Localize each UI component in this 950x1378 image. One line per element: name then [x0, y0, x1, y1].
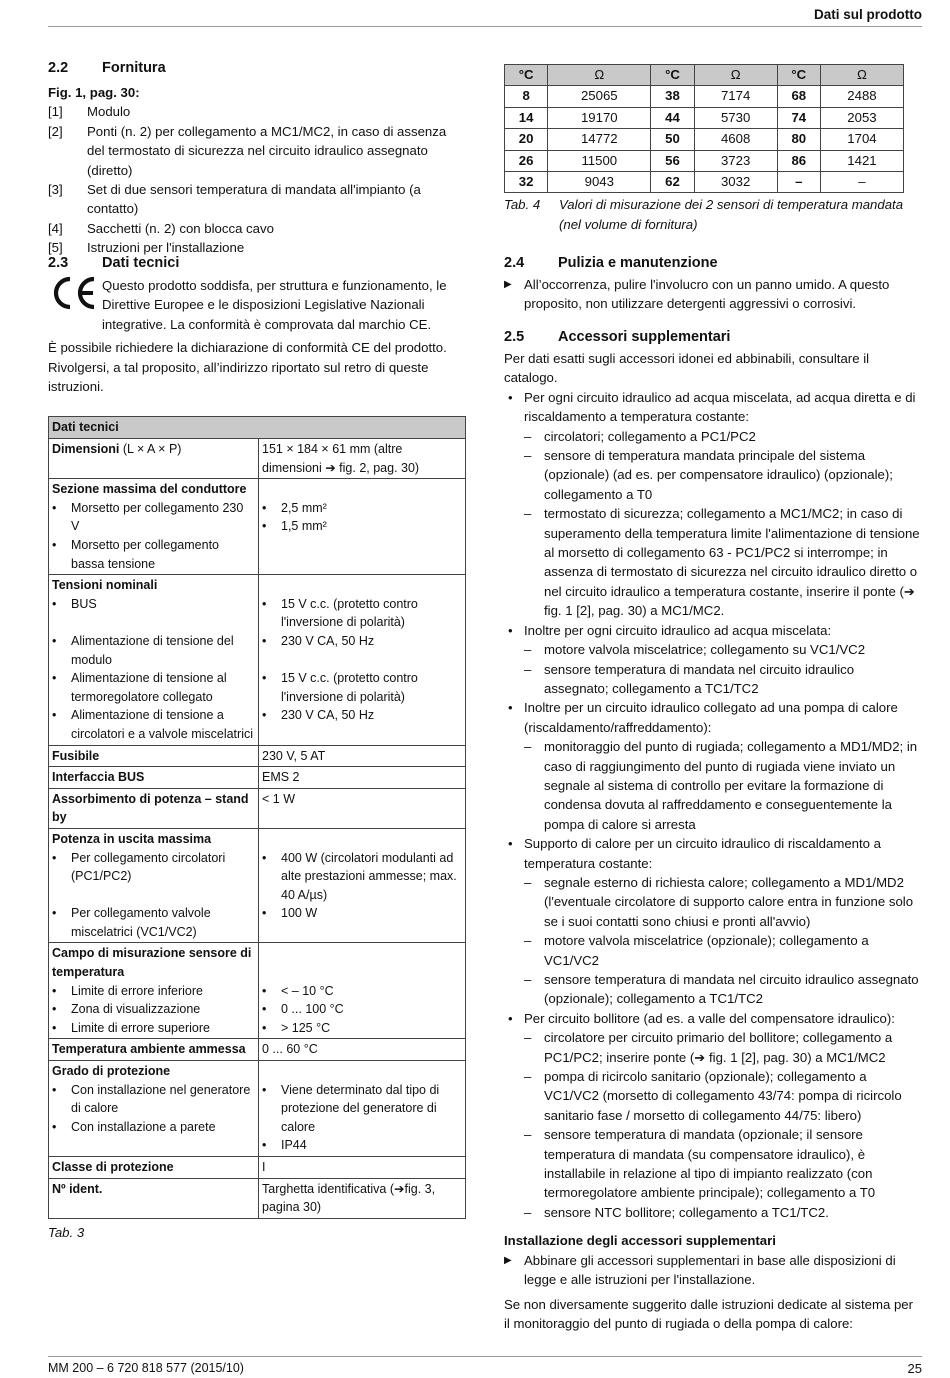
table-row — [49, 943, 466, 1039]
table-cell: 26 — [505, 150, 548, 171]
list-item — [48, 180, 466, 219]
caption-label: Tab. 4 — [504, 197, 541, 213]
table-cell — [49, 575, 259, 745]
row-label: • Alimentazione di tensione al termoregolatore collegato — [52, 669, 255, 706]
table-cell: 9043 — [548, 172, 651, 193]
item-text: Inoltre per ogni circuito idraulico ad acqua miscelata: — [524, 622, 832, 638]
list-item — [48, 122, 466, 180]
table-cell — [259, 575, 466, 745]
table-cell: I — [259, 1157, 466, 1179]
table-row — [49, 1178, 466, 1218]
column-header: °C — [651, 65, 694, 86]
row-label: • Zona di visualizzazione — [52, 1000, 255, 1019]
table-cell: 5730 — [694, 107, 777, 128]
table-row — [505, 86, 904, 107]
table-cell — [49, 439, 259, 479]
section-title — [48, 253, 466, 273]
row-label: • Limite di errore inferiore — [52, 982, 255, 1001]
sub-list — [524, 640, 922, 698]
row-label: Classe di protezione — [52, 1160, 174, 1175]
list-item — [48, 219, 466, 238]
sub-item: – sensore temperatura di mandata nel circuito idraulico assegnato (opzionale); collegamento a TC1/TC2 — [524, 970, 922, 1009]
declaration-paragraph: È possibile richiedere la dichiarazione di conformità CE del prodotto. Rivolgersi, a tal proposito, all’indirizzo riportato sul retro di queste istruzioni. — [48, 340, 447, 395]
header-title: Dati sul prodotto — [814, 7, 922, 22]
sub-item: – termostato di sicurezza; collegamento a MC1/MC2; in caso di superamento della temperatura limite l'alimentazione di tensione al morsetto di collegamento 63 - PC1/PC2 si interrompe; in assenza di termostato di sicurezza nel circuito idraulico diretto o nel circuito idraulico a temperatura costante, inserire il ponte (➔ fig. 1 [2], pag. 30) a MC1/MC2. — [524, 504, 922, 620]
table-cell — [49, 1061, 259, 1157]
section-2-3 — [48, 253, 466, 1242]
row-label: • Per collegamento valvole miscelatrici (VC1/VC2) — [52, 904, 255, 941]
table-cell: 3032 — [694, 172, 777, 193]
table-cell: 68 — [777, 86, 820, 107]
row-label: • Alimentazione di tensione del modulo — [52, 632, 255, 669]
row-value: • 230 V CA, 50 Hz — [262, 706, 462, 725]
table-cell: 25065 — [548, 86, 651, 107]
table-cell — [49, 1178, 259, 1218]
row-label: • Alimentazione di tensione a circolatori e a valvole miscelatrici — [52, 706, 255, 743]
measurement-table — [504, 64, 904, 193]
column-header: Ω — [548, 65, 651, 86]
table-row — [49, 1157, 466, 1179]
table-cell — [49, 788, 259, 828]
table-header-row — [49, 417, 466, 439]
item-number: [3] — [48, 182, 63, 198]
group-title: Tensioni nominali — [52, 578, 158, 593]
table-cell: 1421 — [820, 150, 903, 171]
row-value: • 15 V c.c. (protetto contro l'inversione di polarità) — [262, 595, 462, 632]
item-number: [4] — [48, 220, 63, 236]
table-cell — [49, 767, 259, 789]
table-cell: 56 — [651, 150, 694, 171]
sub-item: – monitoraggio del punto di rugiada; collegamento a MD1/MD2; in caso di raggiungimento del punto di rugiada viene inviato un segnale al sistema di controllo per evitare la formazione di condensa dovuta al raffreddamento e conseguentemente la pompa di calore si arresta — [524, 737, 922, 834]
column-header: °C — [777, 65, 820, 86]
action-step: ▶ All’occorrenza, pulire l'involucro con un panno umido. A questo proposito, non utilizzare detergenti aggressivi o corrosivi. — [504, 275, 922, 314]
table-caption: Tab. 3 — [48, 1224, 85, 1240]
table-cell: 50 — [651, 129, 694, 150]
section-title — [48, 58, 466, 78]
sub-list — [524, 1028, 922, 1222]
row-value: • 400 W (circolatori modulanti ad alte prestazioni ammesse; max. 40 A/µs) — [262, 849, 462, 905]
row-value: • 100 W — [262, 904, 462, 923]
ce-mark-icon — [48, 275, 100, 311]
sub-item: – sensore di temperatura mandata principale del sistema (opzionale) (ad es. per compensatore idraulico) (opzionale); collegamento a T0 — [524, 446, 922, 504]
sub-item: – motore valvola miscelatrice (opzionale); collegamento a VC1/VC2 — [524, 931, 922, 970]
row-label: Interfaccia BUS — [52, 770, 145, 785]
row-label: Dimensioni — [52, 442, 120, 457]
group-title: Potenza in uscita massima — [52, 831, 212, 846]
list-item — [504, 621, 922, 699]
table-cell: 2488 — [820, 86, 903, 107]
section-2-5 — [504, 327, 922, 1333]
table-cell: 86 — [777, 150, 820, 171]
table-row — [505, 129, 904, 150]
table-row — [49, 745, 466, 767]
item-text: Ponti (n. 2) per collegamento a MC1/MC2, in caso di assenza del termostato di sicurezza nel circuito idraulico assegnato (diretto) — [87, 123, 447, 178]
sub-list — [524, 737, 922, 834]
list-item — [504, 698, 922, 834]
sub-list — [524, 873, 922, 1009]
table-cell — [259, 828, 466, 943]
item-text: Supporto di calore per un circuito idraulico di riscaldamento a temperatura costante: — [524, 836, 881, 871]
list-item — [504, 1009, 922, 1222]
column-header: Ω — [820, 65, 903, 86]
row-label: Fusibile — [52, 748, 100, 763]
table-cell: 80 — [777, 129, 820, 150]
row-label: • Con installazione a parete — [52, 1118, 255, 1137]
table-cell: 3723 — [694, 150, 777, 171]
subsection-title: Installazione degli accessori supplementari — [504, 1233, 776, 1249]
table-cell — [49, 1039, 259, 1061]
row-label: • BUS — [52, 595, 255, 632]
table-cell: Targhetta identificativa (➔fig. 3, pagina 30) — [259, 1178, 466, 1218]
sub-item: – sensore temperatura di mandata (opzionale; il sensore temperatura di mandata (su compensatore idraulico), è installabile in relazione al tipo di impianto realizzato (con termoregolatore ambiente principale); collegamento a T0 — [524, 1125, 922, 1203]
section-title — [504, 253, 922, 273]
list-item — [504, 388, 922, 621]
table-caption — [504, 195, 922, 234]
row-label: • Limite di errore superiore — [52, 1019, 255, 1038]
table-cell: 20 — [505, 129, 548, 150]
intro-paragraph: Per dati esatti sugli accessori idonei ed abbinabili, consultare il catalogo. — [504, 351, 870, 386]
table-cell — [49, 745, 259, 767]
header-rule — [48, 26, 922, 27]
sub-list — [524, 427, 922, 621]
table-row — [49, 788, 466, 828]
final-paragraph: Se non diversamente suggerito dalle istruzioni dedicate al sistema per il monitoraggio del punto di rugiada o della pompa di calore: — [504, 1296, 914, 1331]
row-label-suffix: (L × A × P) — [119, 442, 182, 457]
item-text: Inoltre per un circuito idraulico collegato ad una pompa di calore (riscaldamento/raffreddamento): — [524, 700, 898, 735]
item-number: [2] — [48, 123, 63, 139]
list-item — [504, 834, 922, 1009]
table-cell — [49, 828, 259, 943]
item-text: Sacchetti (n. 2) con blocca cavo — [87, 220, 274, 236]
row-value: • 230 V CA, 50 Hz — [262, 632, 462, 669]
table-cell: 38 — [651, 86, 694, 107]
table-cell: 14772 — [548, 129, 651, 150]
item-text: Per ogni circuito idraulico ad acqua miscelata, ad acqua diretta e di riscaldamento a temperatura costante: — [524, 389, 916, 425]
group-title: Sezione massima del conduttore — [52, 482, 247, 497]
list-item — [48, 102, 466, 121]
table-cell — [49, 479, 259, 575]
measurement-table-block — [504, 64, 922, 234]
table-cell: 230 V, 5 AT — [259, 745, 466, 767]
section-title-text: Dati tecnici — [102, 255, 180, 271]
table-cell: 19170 — [548, 107, 651, 128]
table-row — [505, 172, 904, 193]
table-cell — [49, 1157, 259, 1179]
table-cell: 7174 — [694, 86, 777, 107]
table-cell: 1704 — [820, 129, 903, 150]
table-cell: 62 — [651, 172, 694, 193]
section-title — [504, 327, 922, 347]
page-number: 25 — [907, 1361, 922, 1376]
row-label: Assorbimento di potenza – stand by — [52, 791, 249, 825]
section-title-text: Accessori supplementari — [558, 329, 731, 345]
group-title: Campo di misurazione sensore di temperatura — [52, 946, 252, 980]
row-label: • Morsetto per collegamento bassa tensione — [52, 536, 255, 573]
sub-item: – sensore temperatura di mandata nel circuito idraulico assegnato; collegamento a TC1/TC2 — [524, 660, 922, 699]
section-title-text: Pulizia e manutenzione — [558, 255, 718, 271]
item-text: Set di due sensori temperatura di mandata all'impianto (a contatto) — [87, 182, 421, 217]
accessory-list — [504, 388, 922, 1222]
table-cell: 151 × 184 × 61 mm (altre dimensioni ➔ fig. 2, pag. 30) — [259, 439, 466, 479]
section-number: 2.4 — [504, 255, 525, 271]
row-label: • Per collegamento circolatori (PC1/PC2) — [52, 849, 255, 905]
table-cell — [259, 479, 466, 575]
section-2-2 — [48, 58, 466, 258]
row-value: • IP44 — [262, 1136, 462, 1155]
row-label: • Con installazione nel generatore di calore — [52, 1081, 255, 1118]
group-title: Grado di protezione — [52, 1064, 171, 1079]
table-row — [49, 439, 466, 479]
row-value: • 15 V c.c. (protetto contro l'inversione di polarità) — [262, 669, 462, 706]
section-number: 2.3 — [48, 255, 69, 271]
table-cell: 0 ... 60 °C — [259, 1039, 466, 1061]
section-title-text: Fornitura — [102, 60, 166, 76]
table-cell: EMS 2 — [259, 767, 466, 789]
table-row — [49, 575, 466, 745]
row-value: • > 125 °C — [262, 1019, 462, 1038]
row-value: • 1,5 mm² — [262, 517, 462, 536]
table-cell: – — [777, 172, 820, 193]
table-cell: 8 — [505, 86, 548, 107]
table-cell: – — [820, 172, 903, 193]
delivery-list — [48, 102, 466, 257]
table-row — [49, 479, 466, 575]
table-cell: < 1 W — [259, 788, 466, 828]
table-row — [49, 828, 466, 943]
table-header-row — [505, 65, 904, 86]
row-label: Nº ident. — [52, 1181, 103, 1196]
sub-item: – segnale esterno di richiesta calore; collegamento a MD1/MD2 (l'eventuale circolatore di supporto calore entra in funzione solo se i suoi contatti sono chiusi e pronti all'avvio) — [524, 873, 922, 931]
table-cell — [259, 1061, 466, 1157]
table-cell: 32 — [505, 172, 548, 193]
row-value: • < – 10 °C — [262, 982, 462, 1001]
table-row — [49, 1039, 466, 1061]
row-value: • 2,5 mm² — [262, 499, 462, 518]
table-cell — [49, 943, 259, 1039]
technical-data-table — [48, 416, 466, 1218]
sub-item: – circolatori; collegamento a PC1/PC2 — [524, 427, 922, 446]
table-row — [505, 150, 904, 171]
table-cell: 2053 — [820, 107, 903, 128]
footer-rule — [48, 1356, 922, 1357]
figure-reference: Fig. 1, pag. 30: — [48, 85, 140, 100]
item-text: Istruzioni per l'installazione — [87, 240, 245, 256]
row-label: Temperatura ambiente ammessa — [52, 1042, 246, 1057]
table-row — [505, 107, 904, 128]
row-label: • Morsetto per collegamento 230 V — [52, 499, 255, 536]
table-cell: 44 — [651, 107, 694, 128]
row-value: • 0 ... 100 °C — [262, 1000, 462, 1019]
row-value: • Viene determinato dal tipo di protezione del generatore di calore — [262, 1081, 462, 1137]
sub-item: – sensore NTC bollitore; collegamento a TC1/TC2. — [524, 1203, 922, 1222]
item-number: [5] — [48, 240, 63, 256]
footer-document-id: MM 200 – 6 720 818 577 (2015/10) — [48, 1361, 244, 1375]
table-cell: 11500 — [548, 150, 651, 171]
section-number: 2.2 — [48, 60, 69, 76]
table-cell: 74 — [777, 107, 820, 128]
table-row — [49, 1061, 466, 1157]
table-title: Dati tecnici — [49, 417, 466, 439]
section-2-4 — [504, 253, 922, 314]
sub-item: – pompa di ricircolo sanitario (opzionale); collegamento a VC1/VC2 (morsetto di collegamento 43/74: pompa di ricircolo sanitario fase / morsetto di collegamento 44/75: libero) — [524, 1067, 922, 1125]
table-cell — [259, 943, 466, 1039]
column-header: °C — [505, 65, 548, 86]
sub-item: – motore valvola miscelatrice; collegamento su VC1/VC2 — [524, 640, 922, 659]
table-cell: 14 — [505, 107, 548, 128]
caption-text: Valori di misurazione dei 2 sensori di temperatura mandata (nel volume di fornitura) — [559, 197, 904, 232]
table-row — [49, 767, 466, 789]
item-text: Modulo — [87, 104, 131, 120]
action-step: ▶ Abbinare gli accessori supplementari in base alle disposizioni di legge e alle istruzioni per l'installazione. — [504, 1251, 922, 1290]
table-cell: 4608 — [694, 129, 777, 150]
ce-conformity-text: Questo prodotto soddisfa, per struttura e funzionamento, le Direttive Europee e le disposizioni Legislative Nazionali integrative. La conformità è comprovata dal marchio CE. — [102, 278, 447, 332]
item-number: [1] — [48, 104, 63, 120]
sub-item: – circolatore per circuito primario del bollitore; collegamento a PC1/PC2; inserire ponte (➔ fig. 1 [2], pag. 30) a MC1/MC2 — [524, 1028, 922, 1067]
section-number: 2.5 — [504, 329, 525, 345]
item-text: Per circuito bollitore (ad es. a valle del compensatore idraulico): — [524, 1010, 895, 1026]
column-header: Ω — [694, 65, 777, 86]
